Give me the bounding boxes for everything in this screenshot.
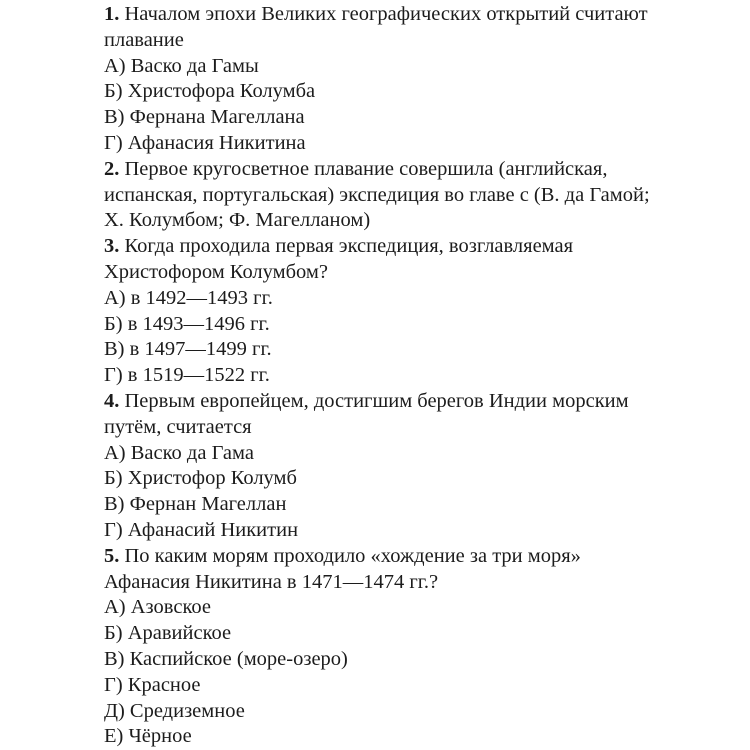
answer-option: А) Азовское <box>104 596 211 619</box>
question-number: 4. <box>104 389 120 412</box>
quiz-document <box>104 2 744 750</box>
question-text-line <box>104 570 744 596</box>
answer-option: В) в 1497—1499 гг. <box>104 338 272 361</box>
question-2 <box>104 157 744 234</box>
answer-option: Г) Красное <box>104 673 201 696</box>
question-text-first-line <box>104 389 744 415</box>
question-text: Христофором Колумбом? <box>104 260 328 283</box>
question-5 <box>104 544 744 750</box>
answer-option: Б) Христофора Колумба <box>104 80 316 103</box>
question-text: Х. Колумбом; Ф. Магелланом) <box>104 209 371 232</box>
answer-option: Г) Афанасий Никитин <box>104 518 299 541</box>
question-text-line <box>104 28 744 54</box>
question-number: 1. <box>104 3 120 25</box>
question-text: Когда проходила первая экспедиция, возглавляемая <box>124 235 574 258</box>
question-text-line <box>104 208 744 234</box>
question-text: Афанасия Никитина в 1471—1474 гг.? <box>104 570 439 593</box>
question-text: путём, считается <box>104 415 252 438</box>
answer-option: Г) Афанасия Никитина <box>104 131 306 154</box>
question-4 <box>104 389 744 544</box>
question-text: Первым европейцем, достигшим берегов Индии морским <box>124 389 629 412</box>
question-text: Первое кругосветное плавание совершила (английская, <box>124 157 608 180</box>
answer-option: А) Васко да Гамы <box>104 54 259 77</box>
question-1 <box>104 2 744 157</box>
answer-option: Е) Чёрное <box>104 725 192 748</box>
answer-option: Б) Христофор Колумб <box>104 467 297 490</box>
answer-option: Д) Средиземное <box>104 699 245 722</box>
answer-option: В) Каспийское (море-озеро) <box>104 647 348 670</box>
answer-option: В) Фернана Магеллана <box>104 106 305 129</box>
question-text-first-line <box>104 157 744 183</box>
answer-option: Г) в 1519—1522 гг. <box>104 364 270 387</box>
answer-option: Б) в 1493—1496 гг. <box>104 312 270 335</box>
question-text-line <box>104 415 744 441</box>
question-text-first-line <box>104 234 744 260</box>
question-text-first-line <box>104 544 744 570</box>
question-text: плавание <box>104 28 184 51</box>
answer-option: В) Фернан Магеллан <box>104 493 287 516</box>
question-text-first-line <box>104 2 744 28</box>
answer-option: Б) Аравийское <box>104 622 232 645</box>
question-text-line <box>104 260 744 286</box>
question-text-line <box>104 183 744 209</box>
question-text: По каким морям проходило «хождение за три моря» <box>124 544 581 567</box>
question-text: Началом эпохи Великих географических открытий считают <box>124 3 648 25</box>
answer-option: А) Васко да Гама <box>104 441 254 464</box>
question-3 <box>104 234 744 389</box>
answer-option: А) в 1492—1493 гг. <box>104 286 273 309</box>
question-number: 2. <box>104 157 120 180</box>
question-number: 3. <box>104 235 120 258</box>
question-number: 5. <box>104 544 120 567</box>
question-text: испанская, португальская) экспедиция во главе с (В. да Гамой; <box>104 183 650 206</box>
